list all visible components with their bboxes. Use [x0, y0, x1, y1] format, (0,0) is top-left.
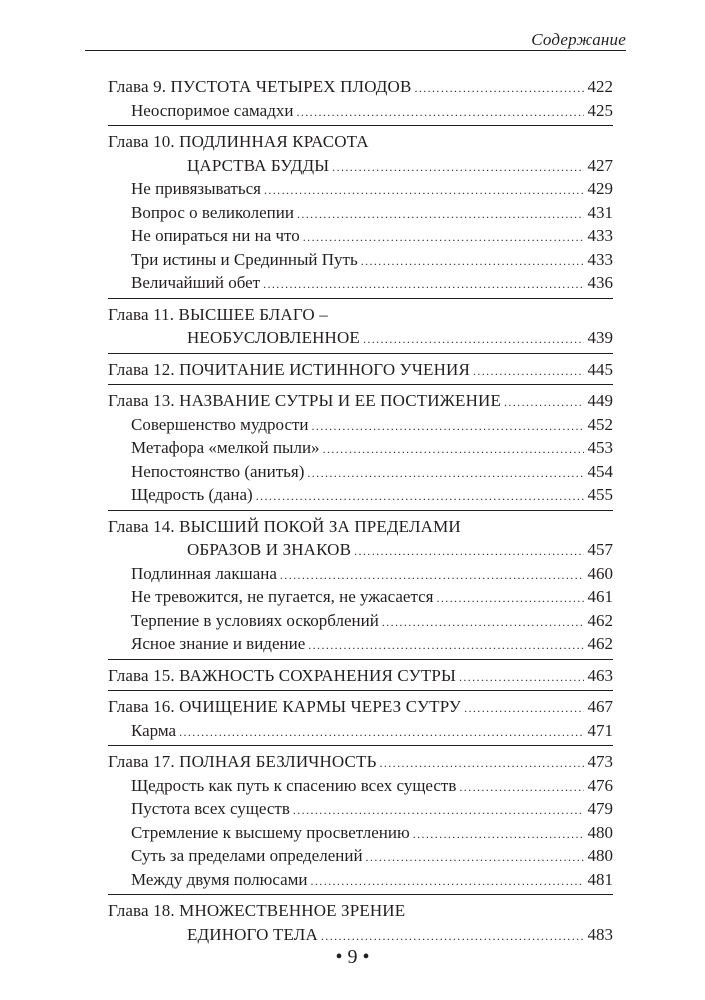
chapter-page-number: 422 [587, 77, 613, 96]
section-page-number: 453 [587, 438, 613, 457]
toc-section-line [108, 774, 613, 798]
dot-leader [504, 391, 584, 415]
chapter-page-number: 445 [587, 359, 613, 379]
toc-section-line [108, 821, 613, 845]
section-page-number: 476 [587, 775, 613, 795]
dot-leader [308, 634, 583, 658]
dot-leader [179, 721, 583, 745]
section-title: Подлинная лакшана [131, 563, 277, 583]
chapter-title: Глава 12. ПОЧИТАНИЕ ИСТИННОГО УЧЕНИЯ [108, 359, 470, 379]
section-title: Карма [131, 720, 177, 740]
section-title: Три истины и Срединный Путь [131, 249, 358, 269]
toc-chapter-line [108, 303, 613, 327]
toc-section-line [108, 562, 613, 586]
page-number: • 9 • [335, 946, 370, 968]
toc-chapter-line [108, 358, 613, 382]
dot-leader [263, 273, 583, 297]
dot-leader [361, 250, 584, 274]
section-page-number: 461 [587, 587, 613, 606]
section-title: Пустота всех существ [131, 799, 290, 818]
section-title: Метафора «мелкой пыли» [131, 438, 320, 457]
section-page-number: 436 [587, 273, 613, 292]
section-title: Не тревожится, не пугается, не ужасается [131, 587, 434, 606]
chapter-separator [108, 125, 613, 126]
toc-section-line [108, 177, 613, 201]
chapter-title: Глава 16. ОЧИЩЕНИЕ КАРМЫ ЧЕРЕЗ СУТРУ [108, 697, 462, 716]
toc-section-line [108, 609, 613, 633]
dot-leader [366, 846, 584, 870]
dot-leader [459, 776, 583, 800]
section-page-number: 471 [587, 720, 613, 740]
dot-leader [311, 870, 584, 894]
chapter-page-number: 427 [587, 155, 613, 175]
section-page-number: 462 [587, 610, 613, 630]
toc-section-line [108, 797, 613, 821]
section-page-number: 481 [587, 869, 613, 889]
toc-chapter-line [108, 695, 613, 719]
section-page-number: 454 [587, 461, 613, 481]
chapter-separator [108, 510, 613, 511]
toc-chapter-line [108, 154, 613, 178]
chapter-title: Глава 9. ПУСТОТА ЧЕТЫРЕХ ПЛОДОВ [108, 77, 412, 96]
toc-chapter-line [108, 389, 613, 413]
chapter-page-number: 457 [587, 540, 613, 559]
toc-chapter-line [108, 899, 613, 923]
chapter-separator [108, 298, 613, 299]
section-page-number: 431 [587, 202, 613, 222]
chapter-title: ЦАРСТВА БУДДЫ [187, 155, 330, 175]
chapter-title: Глава 11. ВЫСШЕЕ БЛАГО – [108, 304, 328, 324]
toc-section-line [108, 248, 613, 272]
dot-leader [354, 540, 583, 564]
chapter-title: Глава 13. НАЗВАНИЕ СУТРЫ И ЕЕ ПОСТИЖЕНИЕ [108, 391, 501, 410]
chapter-page-number: 439 [587, 328, 613, 347]
section-page-number: 452 [587, 414, 613, 434]
chapter-separator [108, 353, 613, 354]
chapter-page-number: 467 [587, 697, 613, 716]
section-page-number: 479 [587, 799, 613, 818]
dot-leader [382, 611, 584, 635]
toc-section-line [108, 585, 613, 609]
dot-leader [414, 77, 583, 101]
section-page-number: 455 [587, 485, 613, 504]
dot-leader [464, 697, 583, 721]
section-page-number: 462 [587, 634, 613, 653]
toc-section-line [108, 868, 613, 892]
chapter-title: ЕДИНОГО ТЕЛА [187, 924, 318, 944]
section-page-number: 460 [587, 563, 613, 583]
toc-chapter-line [108, 326, 613, 350]
section-page-number: 480 [587, 846, 613, 865]
toc-section-line [108, 224, 613, 248]
toc-section-line [108, 844, 613, 868]
chapter-page-number: 483 [587, 924, 613, 944]
chapter-separator [108, 690, 613, 691]
dot-leader [296, 101, 583, 125]
toc-chapter-line [108, 750, 613, 774]
toc-chapter-line [108, 130, 613, 154]
chapter-separator [108, 384, 613, 385]
chapter-title: Глава 18. МНОЖЕСТВЕННОЕ ЗРЕНИЕ [108, 901, 406, 920]
toc-chapter-line [108, 923, 613, 947]
chapter-title: Глава 15. ВАЖНОСТЬ СОХРАНЕНИЯ СУТРЫ [108, 665, 456, 685]
table-of-contents [108, 75, 613, 946]
section-title: Суть за пределами определений [131, 846, 363, 865]
dot-leader [473, 360, 584, 384]
dot-leader [332, 156, 583, 180]
section-title: Щедрость как путь к спасению всех существ [131, 775, 457, 795]
section-title: Ясное знание и видение [131, 634, 306, 653]
chapter-page-number: 473 [587, 752, 613, 771]
toc-section-line [108, 201, 613, 225]
toc-section-line [108, 719, 613, 743]
chapter-title: Глава 14. ВЫСШИЙ ПОКОЙ ЗА ПРЕДЕЛАМИ [108, 516, 461, 536]
header-rule [85, 50, 626, 51]
toc-section-line [108, 436, 613, 460]
dot-leader [363, 328, 584, 352]
chapter-title: НЕОБУСЛОВЛЕННОЕ [187, 328, 360, 347]
section-title: Величайший обет [131, 273, 261, 292]
section-title: Не опираться ни на что [131, 226, 300, 245]
dot-leader [293, 799, 584, 823]
section-title: Терпение в условиях оскорблений [131, 610, 379, 630]
chapter-title: ОБРАЗОВ И ЗНАКОВ [187, 540, 352, 559]
toc-section-line [108, 271, 613, 295]
chapter-page-number: 463 [587, 665, 613, 685]
dot-leader [280, 564, 584, 588]
section-title: Непостоянство (анитья) [131, 461, 305, 481]
section-title: Неоспоримое самадхи [131, 100, 294, 120]
toc-section-line [108, 632, 613, 656]
dot-leader [323, 438, 584, 462]
chapter-separator [108, 659, 613, 660]
section-title: Щедрость (дана) [131, 485, 253, 504]
dot-leader [459, 666, 584, 690]
section-title: Совершенство мудрости [131, 414, 309, 434]
dot-leader [312, 415, 584, 439]
toc-section-line [108, 460, 613, 484]
dot-leader [256, 485, 584, 509]
toc-section-line [108, 483, 613, 507]
chapter-separator [108, 745, 613, 746]
toc-chapter-line [108, 75, 613, 99]
dot-leader [264, 179, 584, 203]
running-header-title: Содержание [523, 30, 626, 50]
dot-leader [297, 203, 584, 227]
section-page-number: 429 [587, 179, 613, 198]
section-title: Стремление к высшему просветлению [131, 822, 410, 842]
section-title: Вопрос о великолепии [131, 202, 294, 222]
toc-chapter-line [108, 515, 613, 539]
chapter-title: Глава 10. ПОДЛИННАЯ КРАСОТА [108, 132, 369, 151]
section-page-number: 433 [587, 249, 613, 269]
toc-chapter-line [108, 538, 613, 562]
section-title: Не привязываться [131, 179, 261, 198]
toc-section-line [108, 413, 613, 437]
dot-leader [413, 823, 584, 847]
dot-leader [436, 587, 583, 611]
dot-leader [307, 462, 583, 486]
section-page-number: 425 [587, 100, 613, 120]
dot-leader [303, 226, 584, 250]
chapter-separator [108, 894, 613, 895]
dot-leader [321, 925, 584, 949]
dot-leader [379, 752, 583, 776]
toc-section-line [108, 99, 613, 123]
toc-chapter-line [108, 664, 613, 688]
chapter-page-number: 449 [587, 391, 613, 410]
chapter-title: Глава 17. ПОЛНАЯ БЕЗЛИЧНОСТЬ [108, 752, 377, 771]
section-title: Между двумя полюсами [131, 869, 308, 889]
section-page-number: 433 [587, 226, 613, 245]
section-page-number: 480 [587, 822, 613, 842]
running-header [85, 30, 626, 53]
